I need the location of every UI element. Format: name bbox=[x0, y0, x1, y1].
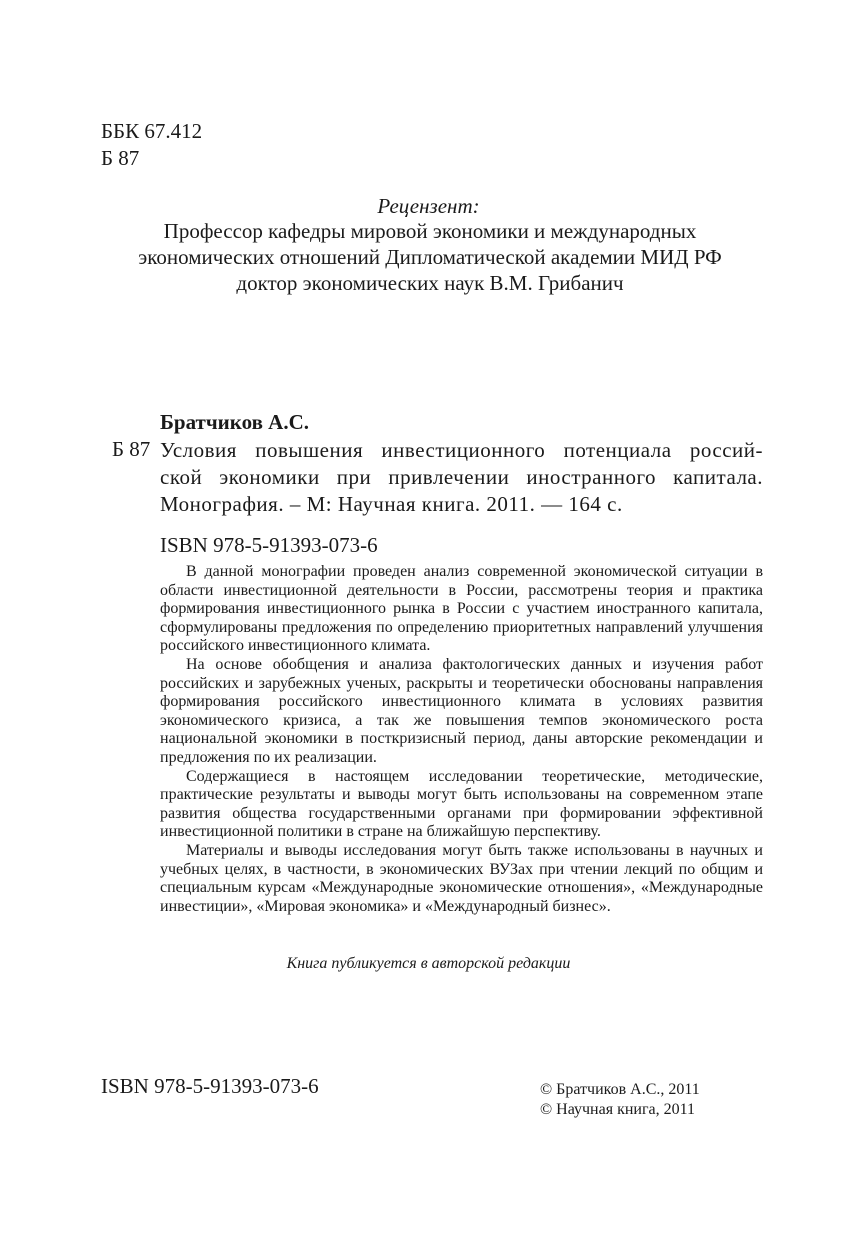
abstract bbox=[160, 563, 763, 916]
abstract-paragraph: На основе обобщения и анализа фактологических данных и изучения работ российских и зарубежных ученых, раскрыты и теоретически обоснованы направления формирования российского инвестиционного климата в условиях развития экономического кризиса, а так же повышения темпов экономического роста национальной экономики в посткризисный период, даны авторские рекомендации и предложения по их реализации. bbox=[160, 655, 763, 766]
copyright-author: © Братчиков А.С., 2011 bbox=[540, 1081, 700, 1098]
edition-note: Книга публикуется в авторской редакции bbox=[286, 955, 571, 972]
title-line: Монография. – М: Научная книга. 2011. — 164 с. bbox=[160, 492, 623, 516]
title-line: Условия повышения инвестиционного потенциала россий- bbox=[160, 438, 763, 462]
catalog-code: Б 87 bbox=[112, 437, 151, 461]
bbk-code: ББК 67.412 bbox=[101, 119, 203, 143]
title-line: ской экономики при привлечении иностранного капитала. bbox=[160, 465, 763, 489]
copyright-publisher: © Научная книга, 2011 bbox=[540, 1101, 696, 1118]
abstract-paragraph: Содержащиеся в настоящем исследовании теоретические, методические, практические результаты и выводы могут быть использованы на современном этапе развития общества государственными органами при формировании эффективной инвестиционной политики в стране на ближайшую перспективу. bbox=[160, 767, 763, 841]
reviewer-line: экономических отношений Дипломатической академии МИД РФ bbox=[138, 245, 722, 269]
footer-isbn: ISBN 978-5-91393-073-6 bbox=[101, 1074, 319, 1098]
reviewer-line: Профессор кафедры мировой экономики и международных bbox=[163, 219, 697, 243]
abstract-paragraph: В данной монографии проведен анализ современной экономической ситуации в области инвестиционной деятельности в России, рассмотрены теория и практика формирования инвестиционного рынка в России с участием иностранного капитала, сформулированы предложения по определению приоритетных направлений улучшения российского инвестиционного климата. bbox=[160, 563, 763, 655]
reviewer-info bbox=[60, 218, 800, 296]
isbn: ISBN 978-5-91393-073-6 bbox=[160, 533, 378, 557]
author-mark: Б 87 bbox=[101, 146, 140, 170]
abstract-paragraph: Материалы и выводы исследования могут быть также использованы в научных и учебных целях, в частности, в экономических ВУЗах при чтении лекций по общим и специальным курсам «Международные экономические отношения», «Международные инвестиции», «Мировая экономика» и «Международный бизнес». bbox=[160, 841, 763, 915]
book-author: Братчиков А.С. bbox=[160, 410, 309, 434]
reviewer-line: доктор экономических наук В.М. Грибанич bbox=[236, 271, 624, 295]
book-title bbox=[160, 437, 763, 518]
reviewer-label: Рецензент: bbox=[377, 194, 480, 218]
